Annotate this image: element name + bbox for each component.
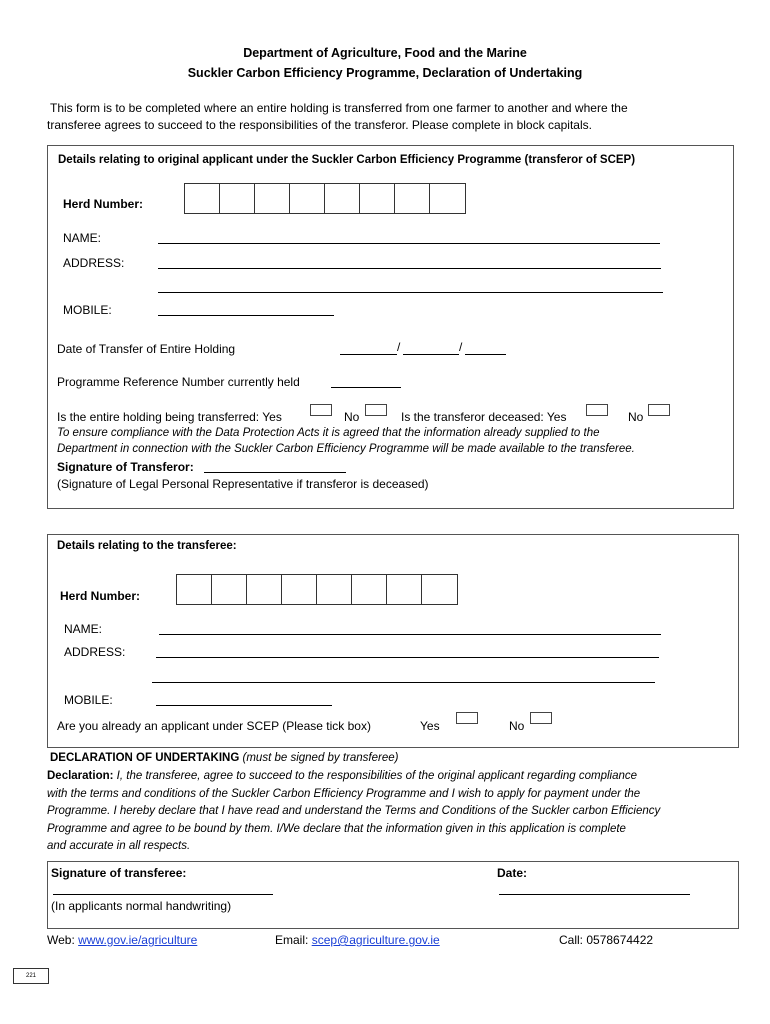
- footer-web-label: Web:: [47, 933, 75, 947]
- transferee-name-field[interactable]: [159, 634, 661, 635]
- footer-call: Call: 0578674422: [559, 933, 654, 947]
- transferor-mobile-field[interactable]: [158, 315, 334, 316]
- declaration-lead: Declaration:: [47, 770, 114, 782]
- transferee-mobile-label: MOBILE:: [64, 693, 113, 707]
- declaration-heading-row: [50, 752, 398, 764]
- transfer-date-month[interactable]: [403, 354, 459, 355]
- declaration-line-2: with the terms and conditions of the Suckler Carbon Efficiency Programme and I wish to apply for payment under the: [47, 788, 641, 800]
- transfer-date-day[interactable]: [340, 354, 397, 355]
- intro-line-2: transferee agrees to succeed to the responsibilities of the transferor. Please complete in block capitals.: [47, 118, 592, 132]
- transferee-address-field-1[interactable]: [156, 657, 659, 658]
- department-title: Department of Agriculture, Food and the Marine: [243, 46, 527, 60]
- data-protection-line-1: To ensure compliance with the Data Protection Acts it is agreed that the information already supplied to the: [57, 427, 600, 439]
- signature-date-label: Date:: [497, 866, 528, 880]
- transferor-signature-note: (Signature of Legal Personal Representative if transferor is deceased): [57, 477, 429, 491]
- transferor-herd-label: Herd Number:: [63, 197, 144, 211]
- entire-holding-no-label: No: [344, 410, 360, 424]
- transferor-signature-field[interactable]: [204, 472, 346, 473]
- transferee-section: [47, 534, 739, 748]
- transferee-name-label: NAME:: [64, 622, 103, 636]
- footer-email: [275, 933, 440, 947]
- transferor-signature-label: Signature of Transferor:: [57, 460, 194, 474]
- deceased-no-label: No: [628, 410, 644, 424]
- reference-number-field[interactable]: [331, 387, 401, 388]
- transferor-address-field-2[interactable]: [158, 292, 663, 293]
- transfer-date-year[interactable]: [465, 354, 506, 355]
- existing-applicant-yes-label: Yes: [420, 719, 440, 733]
- entire-holding-yes-checkbox[interactable]: [310, 404, 332, 416]
- declaration-line-3: Programme. I hereby declare that I have read and understand the Terms and Conditions of the Suckler carbon Efficiency: [47, 805, 661, 817]
- transferor-address-label: ADDRESS:: [63, 256, 125, 270]
- transferor-heading: Details relating to original applicant under the Suckler Carbon Efficiency Programme (transferor of SCEP): [58, 154, 636, 166]
- footer-web: [47, 933, 197, 947]
- existing-applicant-yes-checkbox[interactable]: [456, 712, 478, 724]
- declaration-heading: DECLARATION OF UNDERTAKING: [50, 752, 240, 764]
- declaration-line-4: Programme and agree to be bound by them. I/We declare that the information given in this application is complete: [47, 823, 626, 835]
- transferor-name-field[interactable]: [158, 243, 660, 244]
- transferee-address-field-2[interactable]: [152, 682, 655, 683]
- transferor-name-label: NAME:: [63, 231, 102, 245]
- declaration-text-1: I, the transferee, agree to succeed to the responsibilities of the original applicant regarding compliance: [116, 770, 638, 782]
- reference-number-label: Programme Reference Number currently held: [57, 375, 300, 389]
- entire-holding-no-checkbox[interactable]: [365, 404, 387, 416]
- form-title: Suckler Carbon Efficiency Programme, Declaration of Undertaking: [187, 66, 583, 80]
- existing-applicant-question: Are you already an applicant under SCEP (Please tick box): [57, 719, 371, 733]
- declaration-line-5: and accurate in all respects.: [47, 840, 191, 852]
- date-separator-2: /: [459, 340, 463, 354]
- signature-handwriting-note: (In applicants normal handwriting): [51, 899, 232, 913]
- transferor-mobile-label: MOBILE:: [63, 303, 112, 317]
- data-protection-line-2: Department in connection with the Suckler Carbon Efficiency Programme will be made available to the transferee.: [57, 443, 635, 455]
- transferor-herd-number-input[interactable]: [184, 183, 466, 214]
- email-link[interactable]: scep@agriculture.gov.ie: [311, 933, 440, 947]
- existing-applicant-no-checkbox[interactable]: [530, 712, 552, 724]
- web-link[interactable]: www.gov.ie/agriculture: [78, 933, 198, 947]
- entire-holding-question: Is the entire holding being transferred: Yes: [57, 410, 282, 424]
- footer-email-label: Email:: [275, 933, 309, 947]
- declaration-line-1: [47, 770, 637, 782]
- transferee-heading: Details relating to the transferee:: [57, 540, 237, 552]
- signature-date-field[interactable]: [499, 894, 690, 895]
- deceased-no-checkbox[interactable]: [648, 404, 670, 416]
- transferee-herd-label: Herd Number:: [60, 589, 141, 603]
- date-separator-1: /: [397, 340, 401, 354]
- transferee-mobile-field[interactable]: [156, 705, 332, 706]
- intro-line-1: This form is to be completed where an entire holding is transferred from one farmer to another and where the: [50, 101, 628, 115]
- existing-applicant-no-label: No: [509, 719, 525, 733]
- page-stamp: 221: [13, 968, 49, 984]
- transferee-signature-label: Signature of transferee:: [51, 866, 187, 880]
- transferor-deceased-question: Is the transferor deceased: Yes: [401, 410, 567, 424]
- transferee-herd-number-input[interactable]: [176, 574, 458, 605]
- declaration-heading-note: (must be signed by transferee): [242, 752, 399, 764]
- transferee-address-label: ADDRESS:: [64, 645, 126, 659]
- transferor-address-field-1[interactable]: [158, 268, 661, 269]
- transferee-signature-field[interactable]: [53, 894, 273, 895]
- transfer-date-label: Date of Transfer of Entire Holding: [57, 342, 236, 356]
- deceased-yes-checkbox[interactable]: [586, 404, 608, 416]
